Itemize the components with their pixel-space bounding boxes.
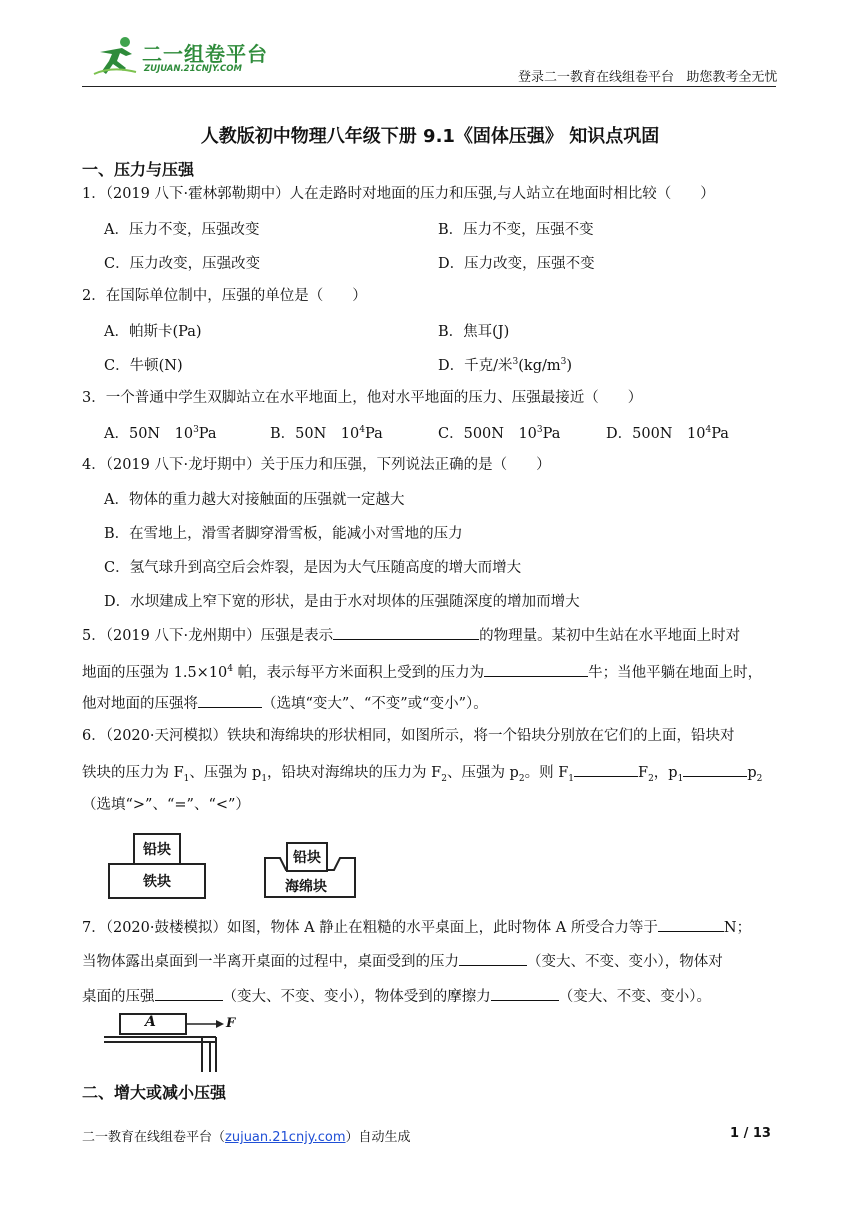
question-3-option-d[interactable] xyxy=(606,422,729,443)
question-1-option-c[interactable]: C．压力改变，压强改变 xyxy=(104,256,261,272)
option-text: (kg/m xyxy=(518,358,561,374)
question-text: 5．（2019 八下·龙州期中）压强是表示 xyxy=(82,628,334,644)
question-6-line-2 xyxy=(82,761,762,789)
question-4-option-a[interactable]: A．物体的重力越大对接触面的压强就一定越大 xyxy=(104,492,405,508)
superscript: 4 xyxy=(705,425,712,436)
superscript: 4 xyxy=(359,425,365,436)
question-6-line-1: 6．（2020·天河模拟）铁块和海绵块的形状相同，如图所示，将一个铅块分别放在它们的上面，铅块对 xyxy=(82,728,735,744)
question-1-option-b[interactable]: B．压力不变，压强不变 xyxy=(438,222,594,238)
question-1-option-a[interactable]: A．压力不变，压强改变 xyxy=(104,222,260,238)
question-4-option-c[interactable]: C．氢气球升到高空后会炸裂，是因为大气压随高度的增大而增大 xyxy=(104,560,522,576)
subscript: 1 xyxy=(261,773,268,784)
question-5-line-2 xyxy=(82,659,762,683)
question-7-line-2 xyxy=(82,950,723,972)
question-7-line-1 xyxy=(82,916,751,938)
question-3-option-b[interactable] xyxy=(270,422,383,443)
page-title: 人教版初中物理八年级下册 9.1《固体压强》 知识点巩固 xyxy=(200,126,660,147)
question-3-option-c[interactable] xyxy=(438,422,560,443)
answer-blank[interactable] xyxy=(683,761,747,777)
option-text: Pa xyxy=(711,426,729,442)
footer-link[interactable]: zujuan.21cnjy.com xyxy=(225,1130,346,1145)
question-1-option-d[interactable]: D．压力改变，压强不变 xyxy=(438,256,595,272)
lead-block-2: 铅块 xyxy=(286,842,328,872)
question-text: 、压强为 p xyxy=(446,765,519,781)
question-text: 桌面的压强 xyxy=(82,989,155,1005)
sponge-label: 海绵块 xyxy=(285,879,327,895)
option-text: Pa xyxy=(364,426,383,442)
option-text: D．千克/米 xyxy=(438,358,513,374)
block-label-a: A xyxy=(145,1014,156,1030)
question-text: （变大、不变、变小），物体对 xyxy=(527,954,723,970)
footer-text: ）自动生成 xyxy=(345,1130,411,1145)
question-text: （变大、不变、变小）。 xyxy=(558,989,711,1005)
answer-blank[interactable] xyxy=(574,761,638,777)
question-text: 铁块的压力为 F xyxy=(82,765,184,781)
subscript: 1 xyxy=(183,773,190,784)
answer-blank[interactable] xyxy=(658,916,724,932)
superscript: 3 xyxy=(193,425,199,436)
question-3-option-a[interactable] xyxy=(104,422,217,443)
subscript: 1 xyxy=(568,773,574,784)
iron-block: 铁块 xyxy=(108,863,206,899)
logo-title: 二一组卷平台 xyxy=(142,42,268,66)
answer-blank[interactable] xyxy=(155,985,223,1001)
subscript: 2 xyxy=(441,773,447,784)
question-text: 牛；当他平躺在地面上时， xyxy=(588,664,763,681)
header-divider xyxy=(82,86,776,87)
page-number: 1 / 13 xyxy=(730,1126,771,1141)
runner-logo-icon xyxy=(92,34,140,78)
option-text: Pa xyxy=(542,426,561,442)
question-text: ，铅块对海绵块的压力为 F xyxy=(267,765,442,781)
question-text: 帕，表示每平方米面积上受到的压力为 xyxy=(233,664,485,681)
question-2-stem: 2．在国际单位制中，压强的单位是（ ） xyxy=(82,288,367,304)
question-text: 。则 F xyxy=(524,765,569,781)
question-5-line-3 xyxy=(82,692,488,714)
superscript: 4 xyxy=(227,664,234,674)
header-slogan: 登录二一教育在线组卷平台 助您教考全无忧 xyxy=(518,70,778,85)
answer-blank[interactable] xyxy=(333,624,479,640)
question-3-stem: 3．一个普通中学生双脚站立在水平地面上，他对水平地面的压力、压强最接近（ ） xyxy=(82,390,643,406)
option-text: C．500N 10 xyxy=(438,426,537,442)
superscript: 3 xyxy=(536,425,543,436)
superscript: 3 xyxy=(560,357,567,368)
question-text: p xyxy=(747,765,757,781)
logo-url: ZUJUAN.21CNJY.COM xyxy=(144,64,242,74)
question-text: （变大、不变、变小），物体受到的摩擦力 xyxy=(222,989,491,1005)
footer-source xyxy=(82,1126,411,1145)
lead-block-1: 铅块 xyxy=(133,833,181,865)
question-5-line-1 xyxy=(82,624,740,646)
section-heading-1: 一、压力与压强 xyxy=(82,160,195,179)
subscript: 2 xyxy=(648,773,654,784)
subscript: 2 xyxy=(756,773,763,784)
question-7-line-3 xyxy=(82,985,711,1007)
option-text: ) xyxy=(566,358,573,374)
question-text: 当物体露出桌面到一半离开桌面的过程中，桌面受到的压力 xyxy=(82,954,459,970)
option-text: B．50N 10 xyxy=(270,426,360,442)
question-text: 他对地面的压强将 xyxy=(82,696,198,712)
question-2-option-d[interactable] xyxy=(438,354,572,375)
option-text: A．50N 10 xyxy=(104,426,194,442)
question-text: F xyxy=(638,765,649,781)
footer-text: 二一教育在线组卷平台（ xyxy=(82,1130,226,1145)
question-4-option-d[interactable]: D．水坝建成上窄下宽的形状，是由于水对坝体的压强随深度的增加而增大 xyxy=(104,594,580,610)
question-2-option-a[interactable]: A．帕斯卡(Pa) xyxy=(104,324,202,340)
option-text: D．500N 10 xyxy=(606,426,706,442)
question-text: 地面的压强为 1.5×10 xyxy=(82,664,228,681)
subscript: 2 xyxy=(518,773,525,784)
question-6-line-3: （选填“>”、“=”、“<”） xyxy=(82,797,250,813)
question-2-option-c[interactable]: C．牛顿(N) xyxy=(104,358,183,374)
answer-blank[interactable] xyxy=(459,950,527,966)
question-4-stem: 4．（2019 八下·龙圩期中）关于压力和压强，下列说法正确的是（ ） xyxy=(82,457,551,473)
question-text: （选填“变大”、“不变”或“变小”）。 xyxy=(262,696,488,712)
answer-blank[interactable] xyxy=(198,692,262,708)
question-text: N； xyxy=(723,920,752,936)
answer-blank[interactable] xyxy=(484,661,588,677)
question-4-option-b[interactable]: B．在雪地上，滑雪者脚穿滑雪板，能减小对雪地的压力 xyxy=(104,526,463,542)
question-2-option-b[interactable]: B．焦耳(J) xyxy=(438,324,510,340)
subscript: 1 xyxy=(677,773,684,784)
question-text: 的物理量。某初中生站在水平地面上时对 xyxy=(479,628,741,644)
answer-blank[interactable] xyxy=(491,985,559,1001)
question-text: 7．（2020·鼓楼模拟）如图，物体 A 静止在粗糙的水平桌面上，此时物体 A 所受合力等于 xyxy=(82,920,658,936)
section-heading-2: 二、增大或减小压强 xyxy=(82,1083,227,1102)
option-text: Pa xyxy=(198,426,217,442)
force-label-f: F xyxy=(226,1016,236,1031)
question-text: ，p xyxy=(653,765,678,781)
header-logo[interactable] xyxy=(92,34,292,80)
question-1-stem: 1．（2019 八下·霍林郭勒期中）人在走路时对地面的压力和压强,与人站立在地面时相比较（ ） xyxy=(82,186,715,202)
question-text: 、压强为 p xyxy=(189,765,262,781)
superscript: 3 xyxy=(512,357,519,368)
